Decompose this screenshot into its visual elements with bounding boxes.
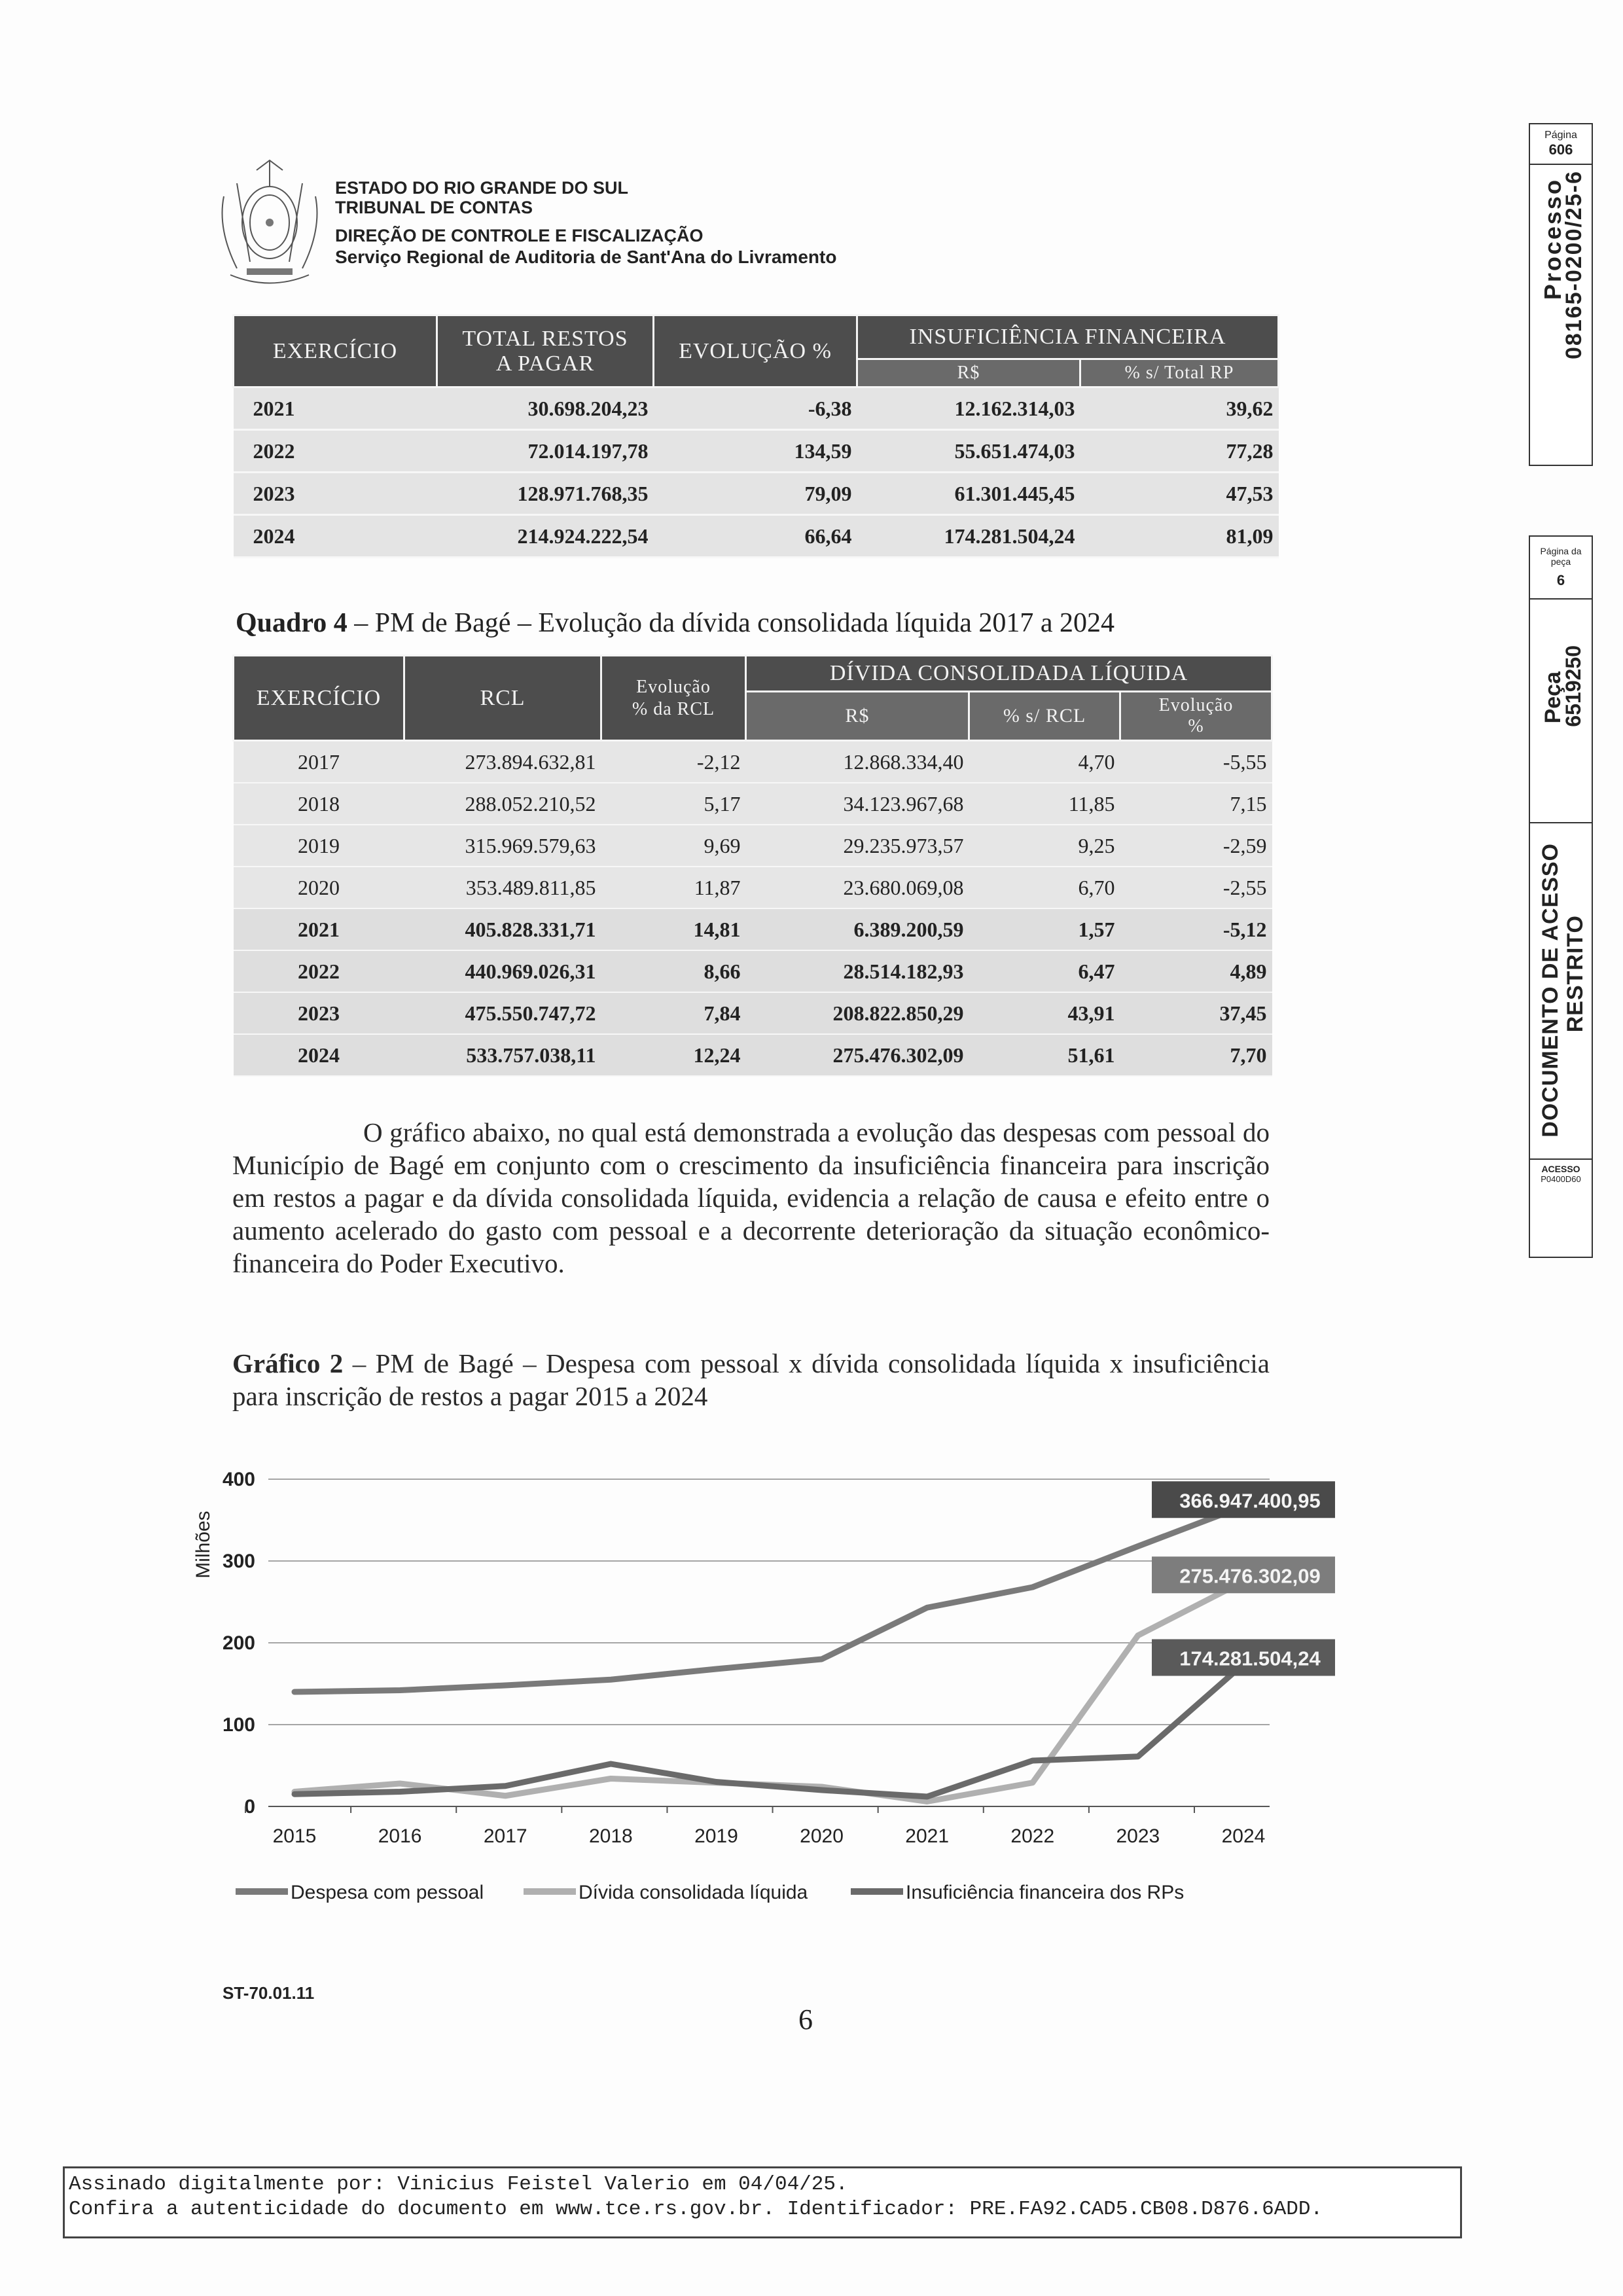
- col2-evol: [1120, 692, 1272, 741]
- table2-row: [234, 825, 1272, 867]
- table1-cell-evolucao: -6,38: [654, 387, 857, 430]
- series-point-1: [925, 1605, 930, 1610]
- table2-cell-rcl: 288.052.210,52: [404, 783, 601, 825]
- table1-cell-evolucao: 79,09: [654, 473, 857, 515]
- series-point-3: [608, 1761, 613, 1767]
- col2-evol-rcl-line1: Evolução: [636, 676, 711, 697]
- table2-cell-evol-rcl: 5,17: [601, 783, 746, 825]
- x-tick-label: 2023: [1116, 1825, 1160, 1847]
- table2-row: [234, 950, 1272, 992]
- table2-row: [234, 908, 1272, 950]
- table1-cell-pct: 81,09: [1080, 515, 1279, 558]
- table1-cell-ano: 2022: [234, 430, 437, 473]
- table2-cell-ano: 2023: [234, 992, 404, 1034]
- doc-restrito-line2: RESTRITO: [1563, 915, 1588, 1033]
- pagina-value: 606: [1548, 141, 1573, 158]
- pagina-peca-label: Página da: [1540, 546, 1582, 556]
- processo-value: 08165-0200/25-6: [1561, 170, 1586, 360]
- table2-cell-pct: 51,61: [969, 1034, 1120, 1076]
- acesso-value: P0400D60: [1541, 1174, 1581, 1184]
- pagina-label: Página: [1544, 130, 1577, 141]
- series-point-3: [819, 1787, 825, 1793]
- table2-cell-ano: 2018: [234, 783, 404, 825]
- peca-value: 6519250: [1561, 645, 1585, 727]
- col2-evol-rcl: [601, 656, 746, 741]
- col-exercicio: EXERCÍCIO: [234, 315, 437, 387]
- y-tick-label: 100: [222, 1714, 255, 1736]
- table1-cell-total: 72.014.197,78: [437, 430, 654, 473]
- table2-cell-evol-rcl: 12,24: [601, 1034, 746, 1076]
- series-point-3: [713, 1780, 719, 1785]
- series-point-2: [1135, 1633, 1141, 1638]
- series-line-1: [294, 1506, 1243, 1692]
- table1-cell-ano: 2024: [234, 515, 437, 558]
- table2-cell-pct: 11,85: [969, 783, 1120, 825]
- series-point-1: [1030, 1585, 1035, 1590]
- x-tick-label: 2017: [483, 1825, 527, 1847]
- header-service: Serviço Regional de Auditoria de Sant'Ana do Livramento: [335, 247, 837, 267]
- col2-divida: DÍVIDA CONSOLIDADA LÍQUIDA: [746, 656, 1272, 692]
- table2-row: [234, 783, 1272, 825]
- table2-cell-ano: 2021: [234, 908, 404, 950]
- table2-cell-evol-rcl: 7,84: [601, 992, 746, 1034]
- col2-rcl: RCL: [404, 656, 601, 741]
- pagina-peca-value: 6: [1556, 572, 1565, 588]
- peca-label: Peça: [1541, 672, 1565, 724]
- col-total-restos: [437, 315, 654, 387]
- table2-cell-evol-rcl: 8,66: [601, 950, 746, 992]
- y-tick-label: 200: [222, 1632, 255, 1654]
- grafico2-caption-text: – PM de Bagé – Despesa com pessoal x dívida consolidada líquida x insuficiência para inscrição de restos a pagar 2015 a 2024: [232, 1348, 1270, 1411]
- series-point-1: [713, 1666, 719, 1672]
- series-point-1: [397, 1688, 402, 1693]
- x-tick-label: 2019: [694, 1825, 738, 1847]
- col-insuficiencia: INSUFICIÊNCIA FINANCEIRA: [857, 315, 1279, 359]
- table2-cell-rcl: 440.969.026,31: [404, 950, 601, 992]
- series-point-1: [608, 1677, 613, 1682]
- x-tick-label: 2016: [378, 1825, 422, 1847]
- processo-label: Processo: [1539, 178, 1566, 300]
- table2-cell-pct: 43,91: [969, 992, 1120, 1034]
- table1-cell-rs: 174.281.504,24: [857, 515, 1080, 558]
- col-evolucao: EVOLUÇÃO %: [654, 315, 857, 387]
- st-code: ST-70.01.11: [223, 1983, 315, 2003]
- sidebar-peca-box: [1529, 535, 1593, 1258]
- table1-cell-ano: 2021: [234, 387, 437, 430]
- table1-row: [234, 473, 1279, 515]
- table1-cell-evolucao: 134,59: [654, 430, 857, 473]
- series-point-3: [1030, 1758, 1035, 1763]
- y-tick-label: 300: [222, 1551, 255, 1572]
- table1-cell-evolucao: 66,64: [654, 515, 857, 558]
- col-total-restos-line1: TOTAL RESTOS: [462, 326, 628, 351]
- table2-row: [234, 741, 1272, 783]
- col2-evol-line2: %: [1188, 716, 1204, 736]
- table1-cell-pct: 39,62: [1080, 387, 1279, 430]
- table2-cell-evol: 4,89: [1120, 950, 1272, 992]
- x-tick-label: 2024: [1221, 1825, 1266, 1847]
- table2-cell-evol-rcl: 14,81: [601, 908, 746, 950]
- table2-cell-evol: 7,15: [1120, 783, 1272, 825]
- sidebar-process-box: [1529, 123, 1593, 466]
- series-point-2: [925, 1799, 930, 1804]
- table2-cell-evol-rcl: 11,87: [601, 867, 746, 908]
- line-chart: [183, 1440, 1335, 1937]
- table2-cell-rs: 6.389.200,59: [746, 908, 969, 950]
- grafico2-caption-bold: Gráfico 2: [232, 1348, 344, 1378]
- data-label: 366.947.400,95: [1179, 1489, 1321, 1513]
- series-point-2: [397, 1781, 402, 1786]
- restos-a-pagar-table: [232, 314, 1279, 558]
- table2-cell-pct: 9,25: [969, 825, 1120, 867]
- table2-cell-evol: -2,59: [1120, 825, 1272, 867]
- table2-cell-evol: 37,45: [1120, 992, 1272, 1034]
- quadro4-caption-bold: Quadro 4: [236, 608, 348, 638]
- table1-row: [234, 515, 1279, 558]
- series-point-2: [608, 1776, 613, 1782]
- data-label: 275.476.302,09: [1179, 1564, 1321, 1588]
- signature-footer: [63, 2166, 1462, 2238]
- table1-cell-ano: 2023: [234, 473, 437, 515]
- table2-cell-evol: -2,55: [1120, 867, 1272, 908]
- col-insuf-pct: % s/ Total RP: [1080, 359, 1279, 387]
- table2-cell-rs: 34.123.967,68: [746, 783, 969, 825]
- table2-cell-ano: 2024: [234, 1034, 404, 1076]
- table2-cell-rcl: 533.757.038,11: [404, 1034, 601, 1076]
- col2-exercicio: EXERCÍCIO: [234, 656, 404, 741]
- table2-cell-ano: 2022: [234, 950, 404, 992]
- table2-row: [234, 867, 1272, 908]
- divida-consolidada-table: [232, 655, 1273, 1077]
- x-tick-label: 2018: [588, 1825, 633, 1847]
- table2-cell-rcl: 353.489.811,85: [404, 867, 601, 908]
- table2-cell-rcl: 475.550.747,72: [404, 992, 601, 1034]
- acesso-label: ACESSO: [1541, 1164, 1580, 1174]
- table2-cell-rs: 275.476.302,09: [746, 1034, 969, 1076]
- table2-cell-rs: 23.680.069,08: [746, 867, 969, 908]
- series-point-1: [503, 1683, 508, 1688]
- col2-rs: R$: [746, 692, 969, 741]
- quadro4-caption: [236, 607, 1115, 639]
- doc-restrito-line1: DOCUMENTO DE ACESSO: [1538, 843, 1563, 1138]
- table2-cell-ano: 2020: [234, 867, 404, 908]
- quadro4-caption-text: – PM de Bagé – Evolução da dívida consolidada líquida 2017 a 2024: [347, 608, 1115, 638]
- table1-row: [234, 430, 1279, 473]
- table2-cell-pct: 6,70: [969, 867, 1120, 908]
- table1-cell-rs: 55.651.474,03: [857, 430, 1080, 473]
- table2-cell-pct: 6,47: [969, 950, 1120, 992]
- table1-cell-rs: 61.301.445,45: [857, 473, 1080, 515]
- footer-signed-by: Assinado digitalmente por: Vinicius Feistel Valerio em 04/04/25.: [69, 2173, 848, 2196]
- table2-cell-evol: -5,12: [1120, 908, 1272, 950]
- table2-cell-rcl: 405.828.331,71: [404, 908, 601, 950]
- table2-cell-evol: 7,70: [1120, 1034, 1272, 1076]
- header-state: ESTADO DO RIO GRANDE DO SUL: [335, 178, 629, 198]
- header-directorate: DIREÇÃO DE CONTROLE E FISCALIZAÇÃO: [335, 226, 704, 245]
- series-point-3: [292, 1791, 297, 1797]
- col2-pct: % s/ RCL: [969, 692, 1120, 741]
- table1-cell-total: 128.971.768,35: [437, 473, 654, 515]
- table2-cell-ano: 2017: [234, 741, 404, 783]
- x-tick-label: 2021: [905, 1825, 950, 1847]
- series-point-3: [1135, 1754, 1141, 1759]
- table2-cell-pct: 1,57: [969, 908, 1120, 950]
- series-point-3: [397, 1789, 402, 1795]
- series-point-1: [1135, 1544, 1141, 1549]
- series-point-1: [292, 1689, 297, 1695]
- table2-cell-evol: -5,55: [1120, 741, 1272, 783]
- series-point-3: [925, 1794, 930, 1799]
- series-point-2: [503, 1793, 508, 1799]
- state-crest-logo: [211, 157, 329, 288]
- col-total-restos-line2: A PAGAR: [495, 351, 595, 376]
- table2-row: [234, 1034, 1272, 1076]
- table2-cell-rs: 12.868.334,40: [746, 741, 969, 783]
- y-axis-label: Milhões: [192, 1511, 214, 1579]
- data-label: 174.281.504,24: [1179, 1647, 1321, 1670]
- table2-cell-rs: 28.514.182,93: [746, 950, 969, 992]
- table1-row: [234, 387, 1279, 430]
- table2-cell-rcl: 315.969.579,63: [404, 825, 601, 867]
- series-point-2: [1030, 1780, 1035, 1785]
- grafico2-caption: [232, 1347, 1270, 1412]
- series-point-1: [819, 1657, 825, 1662]
- legend-label: Insuficiência financeira dos RPs: [906, 1882, 1185, 1903]
- table2-cell-pct: 4,70: [969, 741, 1120, 783]
- body-paragraph: O gráfico abaixo, no qual está demonstrada a evolução das despesas com pessoal do Município de Bagé em conjunto com o crescimento da insuficiência financeira para inscrição em restos a pagar e da dívida consolidada líquida, evidencia a relação de causa e efeito entre o aumento acelerado do gasto com pessoal e a decorrente deterioração da situação econômico-financeira do Poder Executivo.: [232, 1117, 1270, 1278]
- table1-cell-rs: 12.162.314,03: [857, 387, 1080, 430]
- table2-row: [234, 992, 1272, 1034]
- table2-cell-evol-rcl: -2,12: [601, 741, 746, 783]
- table2-cell-evol-rcl: 9,69: [601, 825, 746, 867]
- legend-label: Dívida consolidada líquida: [579, 1882, 808, 1903]
- x-tick-label: 2020: [800, 1825, 844, 1847]
- table1-cell-total: 30.698.204,23: [437, 387, 654, 430]
- col-insuf-rs: R$: [857, 359, 1080, 387]
- x-tick-label: 2015: [272, 1825, 317, 1847]
- table2-cell-rcl: 273.894.632,81: [404, 741, 601, 783]
- y-tick-label: 400: [222, 1469, 255, 1490]
- table1-cell-total: 214.924.222,54: [437, 515, 654, 558]
- col2-evol-rcl-line2: % da RCL: [632, 698, 715, 719]
- table2-cell-rs: 208.822.850,29: [746, 992, 969, 1034]
- col2-evol-line1: Evolução: [1158, 695, 1234, 715]
- page-number: 6: [798, 2003, 813, 2036]
- table2-cell-rs: 29.235.973,57: [746, 825, 969, 867]
- pagina-peca-label-2: peça: [1550, 556, 1571, 567]
- series-point-3: [503, 1784, 508, 1789]
- footer-authenticity: Confira a autenticidade do documento em www.tce.rs.gov.br. Identificador: PRE.FA92.CAD5.CB08.D876.6ADD.: [69, 2198, 1323, 2221]
- table2-cell-ano: 2019: [234, 825, 404, 867]
- y-tick-label: 0: [244, 1796, 255, 1818]
- header-tribunal: TRIBUNAL DE CONTAS: [335, 198, 533, 217]
- legend-label: Despesa com pessoal: [291, 1882, 484, 1903]
- table1-cell-pct: 77,28: [1080, 430, 1279, 473]
- x-tick-label: 2022: [1010, 1825, 1055, 1847]
- table1-cell-pct: 47,53: [1080, 473, 1279, 515]
